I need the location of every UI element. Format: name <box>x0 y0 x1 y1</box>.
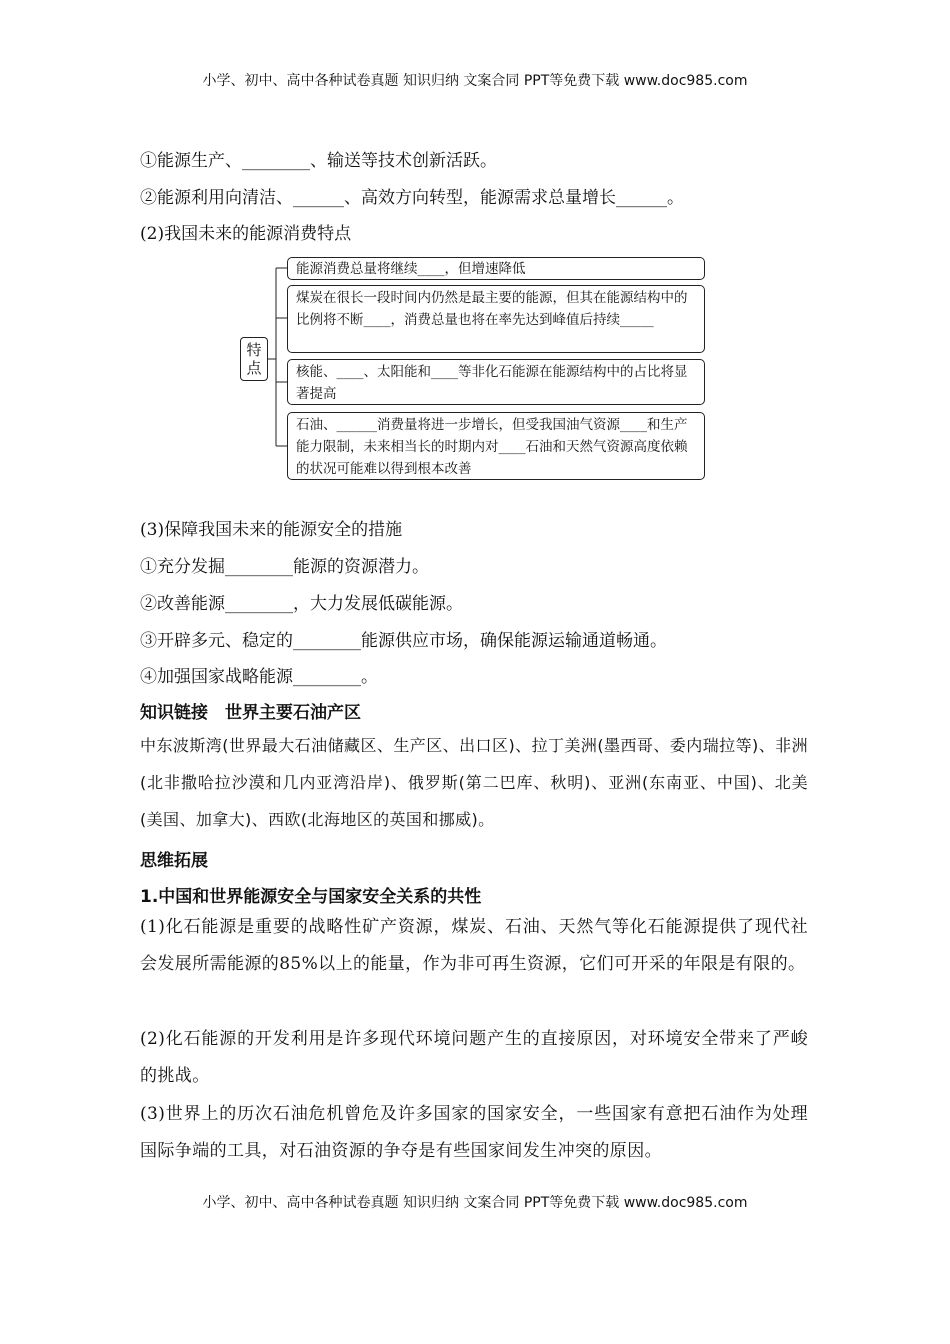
measure-item-2: ②改善能源________，大力发展低碳能源。 <box>140 594 463 614</box>
feature-box-2: 煤炭在很长一段时间内仍然是最主要的能源，但其在能源结构中的比例将不断____，消费总量也将在率先达到峰值后持续_____ <box>287 285 705 353</box>
knowledge-link-heading: 知识链接 世界主要石油产区 <box>140 703 361 723</box>
page-header: 小学、初中、高中各种试卷真题 知识归纳 文案合同 PPT等免费下载 www.doc985.com <box>202 73 748 89</box>
measure-item-4: ④加强国家战略能源________。 <box>140 667 378 687</box>
diagram-label: 特 点 <box>240 337 268 381</box>
intro-line-2: ②能源利用向清洁、______、高效方向转型，能源需求总量增长______。 <box>140 188 684 208</box>
thinking-heading: 思维拓展 <box>140 851 208 871</box>
measure-item-1: ①充分发掘________能源的资源潜力。 <box>140 557 429 577</box>
feature-box-3: 核能、____、太阳能和____等非化石能源在能源结构中的占比将显著提高 <box>287 359 705 405</box>
thinking-subheading: 1.中国和世界能源安全与国家安全关系的共性 <box>140 887 482 907</box>
thinking-paragraph-3: (3)世界上的历次石油危机曾危及许多国家的国家安全，一些国家有意把石油作为处理国际争端的工具，对石油资源的争夺是有些国家间发生冲突的原因。 <box>140 1104 808 1161</box>
section-2-title: (2)我国未来的能源消费特点 <box>140 224 352 244</box>
thinking-paragraph-2: (2)化石能源的开发利用是许多现代环境问题产生的直接原因，对环境安全带来了严峻的挑战。 <box>140 1029 808 1086</box>
section-3-title: (3)保障我国未来的能源安全的措施 <box>140 520 403 540</box>
thinking-paragraph-1: (1)化石能源是重要的战略性矿产资源，煤炭、石油、天然气等化石能源提供了现代社会发展所需能源的85%以上的能量，作为非可再生资源，它们可开采的年限是有限的。 <box>140 917 808 974</box>
feature-box-4: 石油、______消费量将进一步增长，但受我国油气资源____和生产能力限制，未来相当长的时期内对____石油和天然气资源高度依赖的状况可能难以得到根本改善 <box>287 412 705 480</box>
knowledge-link-text: 中东波斯湾(世界最大石油储藏区、生产区、出口区)、拉丁美洲(墨西哥、委内瑞拉等)、非洲(北非撒哈拉沙漠和几内亚湾沿岸)、俄罗斯(第二巴库、秋明)、亚洲(东南亚、中国)、北美(美国、加拿大)、西欧(北海地区的英国和挪威)。 <box>140 736 808 829</box>
page-footer: 小学、初中、高中各种试卷真题 知识归纳 文案合同 PPT等免费下载 www.doc985.com <box>202 1195 748 1211</box>
intro-line-1: ①能源生产、________、输送等技术创新活跃。 <box>140 151 497 171</box>
measure-item-3: ③开辟多元、稳定的________能源供应市场，确保能源运输通道畅通。 <box>140 631 667 651</box>
feature-box-1: 能源消费总量将继续____，但增速降低 <box>287 257 705 280</box>
